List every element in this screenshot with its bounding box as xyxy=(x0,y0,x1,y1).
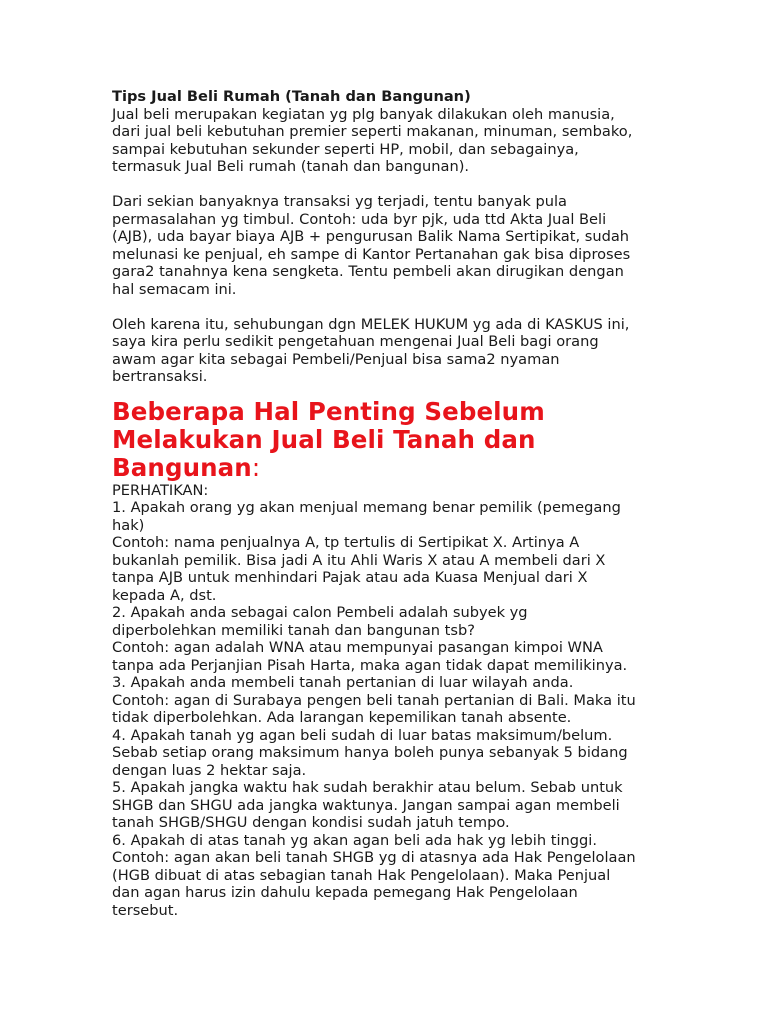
text-line: Jual beli merupakan kegiatan yg plg banyak dilakukan oleh manusia, xyxy=(112,105,615,123)
text-line: dari jual beli kebutuhan premier seperti makanan, minuman, sembako, xyxy=(112,123,633,140)
text-line: (AJB), uda bayar biaya AJB + pengurusan Balik Nama Sertipikat, sudah xyxy=(112,228,630,245)
text-line: permasalahan yg timbul. Contoh: uda byr pjk, uda ttd Akta Jual Beli xyxy=(112,210,607,228)
text-line: Contoh: nama penjualnya A, tp tertulis di Sertipikat X. Artinya A xyxy=(112,534,580,551)
text-line: SHGB dan SHGU ada jangka waktunya. Jangan sampai agan membeli xyxy=(112,796,620,814)
section-heading-block xyxy=(112,395,668,482)
problem-paragraph xyxy=(112,193,668,298)
intro-paragraph xyxy=(112,106,668,176)
text-line: Contoh: agan akan beli tanah SHGB yg di atasnya ada Hak Pengelolaan xyxy=(112,849,636,866)
section-heading-line: Beberapa Hal Penting Sebelum xyxy=(112,396,545,426)
checklist-body xyxy=(112,482,668,920)
text-line: Contoh: agan adalah WNA atau mempunyai pasangan kimpoi WNA xyxy=(112,639,603,656)
paragraph-spacer xyxy=(112,176,668,194)
text-line: tersebut. xyxy=(112,901,179,919)
text-line: tanpa AJB untuk menhindari Pajak atau ada Kuasa Menjual dari X xyxy=(112,569,588,586)
text-line: hak) xyxy=(112,516,145,534)
text-line: 4. Apakah tanah yg agan beli sudah di luar batas maksimum/belum. xyxy=(112,726,613,744)
text-line: diperbolehkan memiliki tanah dan bangunan tsb? xyxy=(112,621,476,639)
text-line: 6. Apakah di atas tanah yg akan agan beli ada hak yg lebih tinggi. xyxy=(112,831,597,849)
text-line: awam agar kita sebagai Pembeli/Penjual bisa sama2 nyaman xyxy=(112,350,560,368)
text-line: 1. Apakah orang yg akan menjual memang benar pemilik (pemegang xyxy=(112,499,621,516)
text-line: PERHATIKAN: xyxy=(112,481,209,499)
text-line: sampai kebutuhan sekunder seperti HP, mobil, dan sebagainya, xyxy=(112,140,579,158)
text-line: gara2 tanahnya kena sengketa. Tentu pembeli akan dirugikan dengan xyxy=(112,263,624,280)
text-line: 3. Apakah anda membeli tanah pertanian di luar wilayah anda. xyxy=(112,674,574,691)
text-line: kepada A, dst. xyxy=(112,586,217,604)
text-line: tanpa ada Perjanjian Pisah Harta, maka agan tidak dapat memilikinya. xyxy=(112,656,628,674)
text-line: tidak diperbolehkan. Ada larangan kepemilikan tanah absente. xyxy=(112,709,572,726)
text-line: dengan luas 2 hektar saja. xyxy=(112,761,307,779)
text-line: (HGB dibuat di atas sebagian tanah Hak Pengelolaan). Maka Penjual xyxy=(112,866,611,884)
section-heading-text: Melakukan Jual Beli Tanah dan Bangunan xyxy=(112,424,536,482)
section-heading-line xyxy=(112,426,668,482)
text-line: 2. Apakah anda sebagai calon Pembeli adalah subyek yg xyxy=(112,604,528,621)
text-line: Sebab setiap orang maksimum hanya boleh punya sebanyak 5 bidang xyxy=(112,744,628,761)
text-line: hal semacam ini. xyxy=(112,280,237,298)
text-line: bertransaksi. xyxy=(112,368,208,385)
text-line: Dari sekian banyaknya transaksi yg terjadi, tentu banyak pula xyxy=(112,193,567,210)
text-line: Contoh: agan di Surabaya pengen beli tanah pertanian di Bali. Maka itu xyxy=(112,691,636,709)
document-body xyxy=(112,88,668,919)
text-line: saya kira perlu sedikit pengetahuan mengenai Jual Beli bagi orang xyxy=(112,333,599,350)
text-line: melunasi ke penjual, eh sampe di Kantor Pertanahan gak bisa diproses xyxy=(112,245,631,263)
text-line: bukanlah pemilik. Bisa jadi A itu Ahli Waris X atau A membeli dari X xyxy=(112,551,606,569)
document-title: Tips Jual Beli Rumah (Tanah dan Bangunan) xyxy=(112,88,471,105)
text-line: Oleh karena itu, sehubungan dgn MELEK HUKUM yg ada di KASKUS ini, xyxy=(112,315,630,333)
section-heading-colon: : xyxy=(251,452,261,482)
text-line: dan agan harus izin dahulu kepada pemegang Hak Pengelolaan xyxy=(112,884,578,901)
purpose-paragraph xyxy=(112,316,668,386)
paragraph-spacer xyxy=(112,298,668,316)
text-line: termasuk Jual Beli rumah (tanah dan bangunan). xyxy=(112,158,470,175)
text-line: 5. Apakah jangka waktu hak sudah berakhir atau belum. Sebab untuk xyxy=(112,779,623,796)
text-line: tanah SHGB/SHGU dengan kondisi sudah jatuh tempo. xyxy=(112,814,510,831)
